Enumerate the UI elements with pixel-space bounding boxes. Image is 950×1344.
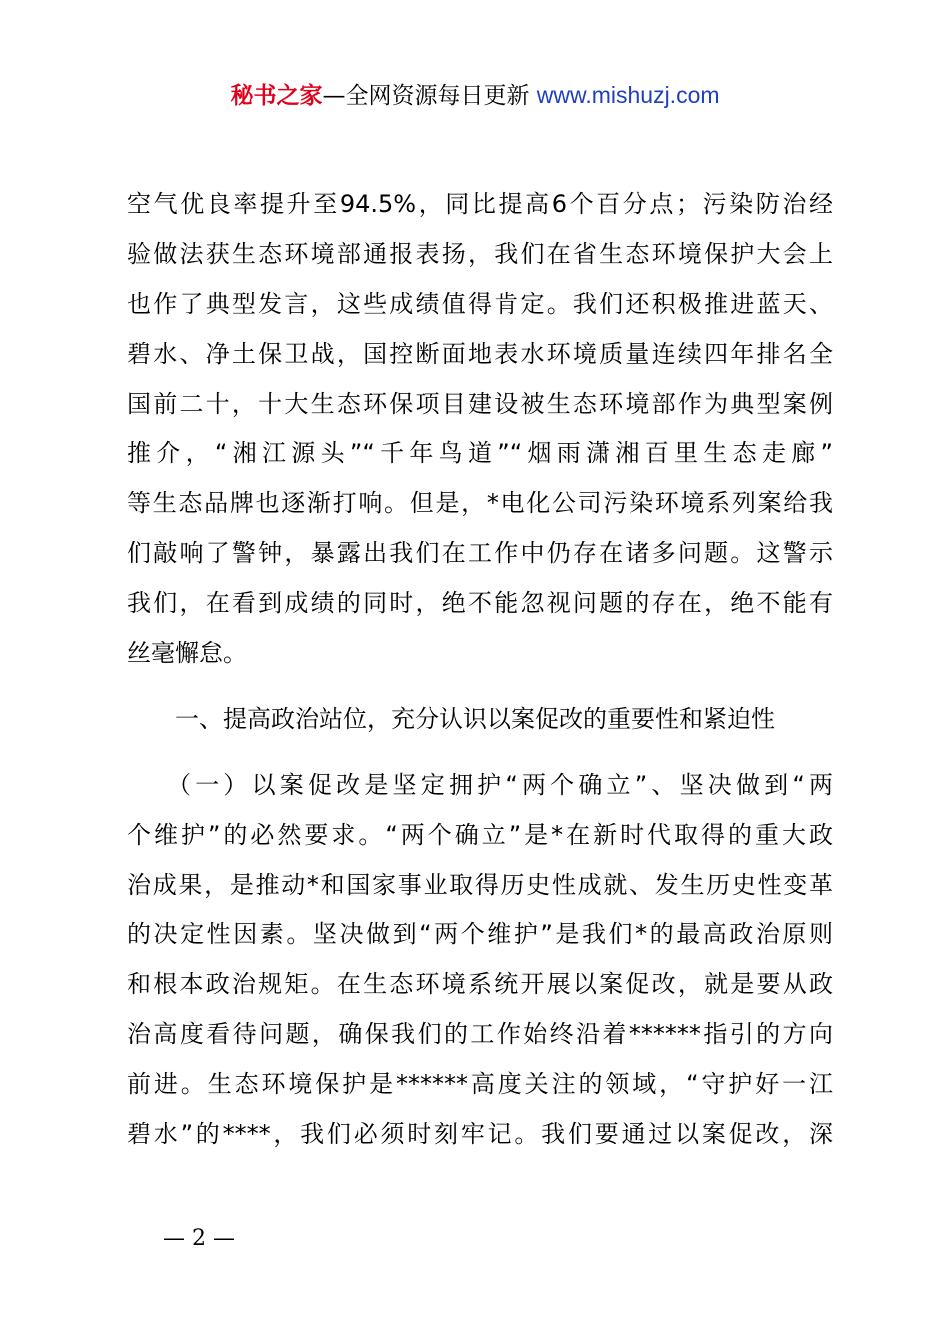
text-line: 治成果，是推动*和国家事业取得历史性成就、发生历史性变革 — [127, 870, 833, 899]
paragraph-achievements — [127, 180, 833, 679]
site-header — [0, 78, 950, 113]
text-line: 治高度看待问题，确保我们的工作始终沿着******指引的方向 — [127, 1020, 833, 1049]
text-line: 国前二十，十大生态环保项目建设被生态环境部作为典型案例 — [127, 389, 833, 418]
text-line: 也作了典型发言，这些成绩值得肯定。我们还积极推进蓝天、 — [127, 289, 833, 318]
text-line: 碧水、净土保卫战，国控断面地表水环境质量连续四年排名全 — [127, 339, 833, 368]
brand-name: 秘书之家 — [230, 83, 323, 109]
section-heading: 一、提高政治站位，充分认识以案促改的重要性和紧迫性 — [175, 704, 775, 733]
text-line: 空气优良率提升至94.5%，同比提高6个百分点；污染防治经 — [127, 190, 833, 218]
text-line: 和根本政治规矩。在生态环境系统开展以案促改，就是要从政 — [127, 970, 833, 999]
paragraph-section-one — [127, 761, 833, 1160]
text-line: 验做法获生态环境部通报表扬，我们在省生态环境保护大会上 — [127, 239, 833, 268]
text-line: 丝毫懈怠。 — [127, 639, 247, 668]
text-line: 们敲响了警钟，暴露出我们在工作中仍存在诸多问题。这警示 — [127, 539, 833, 568]
text-line: （一）以案促改是坚定拥护“两个确立”、坚决做到“两 — [167, 770, 833, 799]
page-number: — 2 — — [163, 1226, 235, 1251]
text-line: 推介，“湘江源头”“千年鸟道”“烟雨潇湘百里生态走廊” — [127, 439, 833, 468]
tagline: —全网资源每日更新 — [322, 83, 530, 109]
text-line: 碧水”的****，我们必须时刻牢记。我们要通过以案促改，深 — [127, 1120, 833, 1149]
text-line: 的决定性因素。坚决做到“两个维护”是我们*的最高政治原则 — [127, 920, 833, 949]
text-line: 等生态品牌也逐渐打响。但是，*电化公司污染环境系列案给我 — [127, 489, 833, 518]
text-line: 个维护”的必然要求。“两个确立”是*在新时代取得的重大政 — [127, 820, 833, 849]
document-body — [127, 180, 833, 1160]
site-url: www.mishuzj.com — [536, 82, 720, 108]
text-line: 前进。生态环境保护是******高度关注的领域，“守护好一江 — [127, 1070, 833, 1099]
text-line: 我们，在看到成绩的同时，绝不能忽视问题的存在，绝不能有 — [127, 589, 833, 618]
